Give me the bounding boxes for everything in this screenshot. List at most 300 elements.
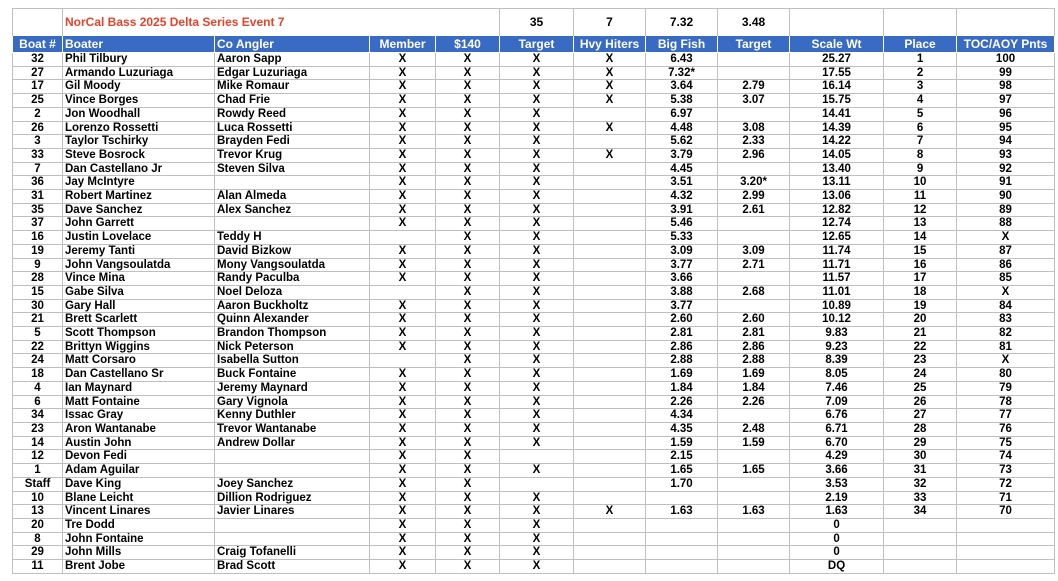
target-mark-cell: X — [500, 66, 574, 80]
col-header-target-2: Target — [718, 36, 790, 53]
scale-weight-cell: 10.12 — [790, 313, 884, 327]
table-row — [13, 80, 1055, 94]
target-weight-cell: 2.86 — [718, 340, 790, 354]
heavy-hitter-mark-cell — [574, 231, 646, 245]
heavy-hitter-mark-cell — [574, 285, 646, 299]
scale-weight-cell: 8.39 — [790, 354, 884, 368]
boat-number-cell: 23 — [13, 422, 63, 436]
points-cell: 72 — [957, 477, 1055, 491]
big-fish-weight-cell: 6.97 — [646, 107, 718, 121]
heavy-hitter-mark-cell — [574, 244, 646, 258]
points-cell: 97 — [957, 94, 1055, 108]
big-fish-weight-cell: 1.70 — [646, 477, 718, 491]
table-row — [13, 135, 1055, 149]
big-fish-weight-cell: 4.48 — [646, 121, 718, 135]
points-cell: 92 — [957, 162, 1055, 176]
member-mark-cell: X — [370, 560, 436, 574]
target-mark-cell: X — [500, 258, 574, 272]
member-mark-cell: X — [370, 203, 436, 217]
points-cell: X — [957, 354, 1055, 368]
points-cell: 91 — [957, 176, 1055, 190]
member-mark-cell: X — [370, 272, 436, 286]
place-cell: 33 — [884, 491, 957, 505]
scale-weight-cell: 6.71 — [790, 422, 884, 436]
boat-number-cell: 27 — [13, 66, 63, 80]
big-fish-weight-cell: 3.91 — [646, 203, 718, 217]
target-weight-cell: 2.26 — [718, 395, 790, 409]
points-cell: 87 — [957, 244, 1055, 258]
place-cell: 15 — [884, 244, 957, 258]
place-cell: 12 — [884, 203, 957, 217]
table-row — [13, 546, 1055, 560]
scale-weight-cell: 3.66 — [790, 464, 884, 478]
scale-weight-cell: 12.74 — [790, 217, 884, 231]
heavy-hitter-mark-cell — [574, 560, 646, 574]
col-header-boater: Boater — [63, 36, 215, 53]
member-mark-cell: X — [370, 477, 436, 491]
target-weight-cell: 2.99 — [718, 190, 790, 204]
points-cell: 99 — [957, 66, 1055, 80]
fee-mark-cell: X — [436, 162, 500, 176]
place-cell: 7 — [884, 135, 957, 149]
heavy-hitter-mark-cell — [574, 107, 646, 121]
scale-weight-cell: 15.75 — [790, 94, 884, 108]
big-fish-weight-cell: 2.26 — [646, 395, 718, 409]
scale-weight-cell: 11.57 — [790, 272, 884, 286]
fee-mark-cell: X — [436, 450, 500, 464]
scale-weight-cell: 9.83 — [790, 327, 884, 341]
scale-weight-cell: 7.46 — [790, 381, 884, 395]
points-cell: 94 — [957, 135, 1055, 149]
heavy-hitter-mark-cell — [574, 368, 646, 382]
table-row — [13, 53, 1055, 67]
co-angler-name-cell: Edgar Luzuriaga — [215, 66, 370, 80]
fee-mark-cell: X — [436, 505, 500, 519]
heavy-hitter-mark-cell: X — [574, 80, 646, 94]
scale-weight-cell: 11.01 — [790, 285, 884, 299]
target-weight-cell: 2.81 — [718, 327, 790, 341]
target-weight-cell — [718, 518, 790, 532]
title-blank-cell — [790, 9, 884, 36]
big-fish-weight-cell: 1.63 — [646, 505, 718, 519]
points-cell: X — [957, 231, 1055, 245]
target-weight-cell — [718, 450, 790, 464]
co-angler-name-cell: Chad Frie — [215, 94, 370, 108]
heavy-hitter-mark-cell — [574, 272, 646, 286]
fee-mark-cell: X — [436, 94, 500, 108]
boater-name-cell: Gary Hall — [63, 299, 215, 313]
target-weight-cell: 1.59 — [718, 436, 790, 450]
place-cell: 24 — [884, 368, 957, 382]
boat-number-cell: 15 — [13, 285, 63, 299]
co-angler-name-cell: Mony Vangsoulatda — [215, 258, 370, 272]
fee-mark-cell: X — [436, 53, 500, 67]
scale-weight-cell: 1.63 — [790, 505, 884, 519]
boater-name-cell: Gil Moody — [63, 80, 215, 94]
col-header-target: Target — [500, 36, 574, 53]
boat-number-cell: 31 — [13, 190, 63, 204]
boater-name-cell: Scott Thompson — [63, 327, 215, 341]
co-angler-name-cell: Aaron Buckholtz — [215, 299, 370, 313]
table-row — [13, 244, 1055, 258]
co-angler-name-cell — [215, 450, 370, 464]
heavy-hitter-mark-cell: X — [574, 66, 646, 80]
boater-name-cell: John Mills — [63, 546, 215, 560]
place-cell: 3 — [884, 80, 957, 94]
scale-weight-cell: 8.05 — [790, 368, 884, 382]
points-cell: 89 — [957, 203, 1055, 217]
place-cell: 10 — [884, 176, 957, 190]
place-cell: 19 — [884, 299, 957, 313]
heavy-hitter-mark-cell: X — [574, 505, 646, 519]
big-fish-weight-cell: 4.34 — [646, 409, 718, 423]
col-header-points: TOC/AOY Pnts — [957, 36, 1055, 53]
big-fish-weight-cell: 5.33 — [646, 231, 718, 245]
big-fish-weight-cell — [646, 546, 718, 560]
co-angler-name-cell: Andrew Dollar — [215, 436, 370, 450]
co-angler-name-cell: Joey Sanchez — [215, 477, 370, 491]
target-mark-cell: X — [500, 53, 574, 67]
fee-mark-cell: X — [436, 491, 500, 505]
heavy-hitter-mark-cell: X — [574, 94, 646, 108]
boat-number-cell: 4 — [13, 381, 63, 395]
table-row — [13, 121, 1055, 135]
fee-mark-cell: X — [436, 66, 500, 80]
scale-weight-cell: 2.19 — [790, 491, 884, 505]
heavy-hitter-mark-cell — [574, 450, 646, 464]
boater-name-cell: Robert Martinez — [63, 190, 215, 204]
table-row — [13, 532, 1055, 546]
fee-mark-cell: X — [436, 176, 500, 190]
summary-target-max: 3.48 — [718, 9, 790, 36]
fee-mark-cell: X — [436, 231, 500, 245]
member-mark-cell: X — [370, 135, 436, 149]
boater-name-cell: Adam Aguilar — [63, 464, 215, 478]
target-weight-cell: 3.20* — [718, 176, 790, 190]
boater-name-cell: Matt Fontaine — [63, 395, 215, 409]
scale-weight-cell: 13.11 — [790, 176, 884, 190]
heavy-hitter-mark-cell — [574, 135, 646, 149]
col-header-scale-wt: Scale Wt — [790, 36, 884, 53]
col-header-place: Place — [884, 36, 957, 53]
big-fish-weight-cell: 4.32 — [646, 190, 718, 204]
target-mark-cell: X — [500, 135, 574, 149]
co-angler-name-cell: Mike Romaur — [215, 80, 370, 94]
boater-name-cell: Gabe Silva — [63, 285, 215, 299]
place-cell: 16 — [884, 258, 957, 272]
heavy-hitter-mark-cell — [574, 491, 646, 505]
boat-number-cell: 33 — [13, 148, 63, 162]
heavy-hitter-mark-cell — [574, 546, 646, 560]
target-mark-cell: X — [500, 80, 574, 94]
points-cell — [957, 546, 1055, 560]
co-angler-name-cell: Noel Deloza — [215, 285, 370, 299]
boat-number-cell: 34 — [13, 409, 63, 423]
boater-name-cell: Aron Wantanabe — [63, 422, 215, 436]
boat-number-cell: 9 — [13, 258, 63, 272]
boater-name-cell: Lorenzo Rossetti — [63, 121, 215, 135]
co-angler-name-cell: Dillion Rodriguez — [215, 491, 370, 505]
member-mark-cell: X — [370, 53, 436, 67]
fee-mark-cell: X — [436, 477, 500, 491]
fee-mark-cell: X — [436, 409, 500, 423]
member-mark-cell: X — [370, 244, 436, 258]
target-mark-cell: X — [500, 491, 574, 505]
boater-name-cell: Taylor Tschirky — [63, 135, 215, 149]
member-mark-cell: X — [370, 368, 436, 382]
member-mark-cell: X — [370, 505, 436, 519]
target-mark-cell: X — [500, 340, 574, 354]
place-cell: 21 — [884, 327, 957, 341]
boat-number-cell: 2 — [13, 107, 63, 121]
heavy-hitter-mark-cell — [574, 436, 646, 450]
big-fish-weight-cell: 5.38 — [646, 94, 718, 108]
table-row — [13, 258, 1055, 272]
boat-number-cell: 3 — [13, 135, 63, 149]
results-table — [12, 8, 1055, 574]
fee-mark-cell: X — [436, 285, 500, 299]
summary-heavy-hitters-count: 7 — [574, 9, 646, 36]
big-fish-weight-cell: 6.43 — [646, 53, 718, 67]
table-row — [13, 368, 1055, 382]
target-weight-cell — [718, 532, 790, 546]
place-cell: 1 — [884, 53, 957, 67]
big-fish-weight-cell: 3.51 — [646, 176, 718, 190]
boater-name-cell: Dave Sanchez — [63, 203, 215, 217]
target-mark-cell: X — [500, 107, 574, 121]
target-weight-cell — [718, 53, 790, 67]
points-cell: 98 — [957, 80, 1055, 94]
boat-number-cell: 18 — [13, 368, 63, 382]
target-mark-cell — [500, 450, 574, 464]
boater-name-cell: Armando Luzuriaga — [63, 66, 215, 80]
target-mark-cell: X — [500, 176, 574, 190]
target-weight-cell — [718, 409, 790, 423]
big-fish-weight-cell: 3.66 — [646, 272, 718, 286]
target-mark-cell: X — [500, 94, 574, 108]
points-cell: 80 — [957, 368, 1055, 382]
target-weight-cell — [718, 217, 790, 231]
table-row — [13, 203, 1055, 217]
scale-weight-cell: 9.23 — [790, 340, 884, 354]
boater-name-cell: Brent Jobe — [63, 560, 215, 574]
member-mark-cell: X — [370, 313, 436, 327]
points-cell: 81 — [957, 340, 1055, 354]
boat-number-cell: 20 — [13, 518, 63, 532]
heavy-hitter-mark-cell — [574, 258, 646, 272]
target-weight-cell: 2.96 — [718, 148, 790, 162]
heavy-hitter-mark-cell — [574, 422, 646, 436]
big-fish-weight-cell: 4.45 — [646, 162, 718, 176]
co-angler-name-cell: Alex Sanchez — [215, 203, 370, 217]
co-angler-name-cell: Quinn Alexander — [215, 313, 370, 327]
big-fish-weight-cell: 2.81 — [646, 327, 718, 341]
boater-name-cell: Brittyn Wiggins — [63, 340, 215, 354]
target-mark-cell: X — [500, 354, 574, 368]
target-weight-cell — [718, 107, 790, 121]
target-mark-cell: X — [500, 532, 574, 546]
fee-mark-cell: X — [436, 368, 500, 382]
fee-mark-cell: X — [436, 327, 500, 341]
place-cell: 4 — [884, 94, 957, 108]
heavy-hitter-mark-cell: X — [574, 148, 646, 162]
table-row — [13, 299, 1055, 313]
scale-weight-cell: 0 — [790, 546, 884, 560]
place-cell: 23 — [884, 354, 957, 368]
boater-name-cell: Vincent Linares — [63, 505, 215, 519]
table-row — [13, 464, 1055, 478]
boat-number-cell: 14 — [13, 436, 63, 450]
boat-number-cell: 35 — [13, 203, 63, 217]
big-fish-weight-cell: 2.88 — [646, 354, 718, 368]
boat-number-cell: 5 — [13, 327, 63, 341]
member-mark-cell: X — [370, 436, 436, 450]
member-mark-cell: X — [370, 409, 436, 423]
big-fish-weight-cell: 3.64 — [646, 80, 718, 94]
points-cell: 71 — [957, 491, 1055, 505]
target-weight-cell — [718, 231, 790, 245]
place-cell: 18 — [884, 285, 957, 299]
boater-name-cell: Jon Woodhall — [63, 107, 215, 121]
table-row — [13, 231, 1055, 245]
boat-number-cell: 8 — [13, 532, 63, 546]
target-mark-cell: X — [500, 422, 574, 436]
place-cell: 26 — [884, 395, 957, 409]
table-row — [13, 395, 1055, 409]
target-weight-cell: 2.48 — [718, 422, 790, 436]
target-mark-cell: X — [500, 148, 574, 162]
points-cell: 82 — [957, 327, 1055, 341]
heavy-hitter-mark-cell — [574, 190, 646, 204]
target-weight-cell — [718, 162, 790, 176]
member-mark-cell — [370, 285, 436, 299]
scale-weight-cell: 14.39 — [790, 121, 884, 135]
heavy-hitter-mark-cell — [574, 203, 646, 217]
target-weight-cell: 1.63 — [718, 505, 790, 519]
boater-name-cell: Issac Gray — [63, 409, 215, 423]
target-weight-cell: 2.61 — [718, 203, 790, 217]
table-row — [13, 491, 1055, 505]
scale-weight-cell: 4.29 — [790, 450, 884, 464]
boat-number-cell: 17 — [13, 80, 63, 94]
big-fish-weight-cell: 2.15 — [646, 450, 718, 464]
place-cell: 30 — [884, 450, 957, 464]
boater-name-cell: Dan Castellano Jr — [63, 162, 215, 176]
big-fish-weight-cell: 5.62 — [646, 135, 718, 149]
results-sheet — [12, 8, 1054, 574]
fee-mark-cell: X — [436, 121, 500, 135]
place-cell — [884, 546, 957, 560]
boater-name-cell: Devon Fedi — [63, 450, 215, 464]
co-angler-name-cell — [215, 464, 370, 478]
scale-weight-cell: 0 — [790, 532, 884, 546]
scale-weight-cell: 11.74 — [790, 244, 884, 258]
member-mark-cell: X — [370, 217, 436, 231]
fee-mark-cell: X — [436, 244, 500, 258]
target-weight-cell — [718, 491, 790, 505]
co-angler-name-cell: Buck Fontaine — [215, 368, 370, 382]
boater-name-cell: Jeremy Tanti — [63, 244, 215, 258]
boater-name-cell: Justin Lovelace — [63, 231, 215, 245]
place-cell: 34 — [884, 505, 957, 519]
points-cell: 100 — [957, 53, 1055, 67]
boater-name-cell: Dave King — [63, 477, 215, 491]
place-cell: 22 — [884, 340, 957, 354]
table-row — [13, 505, 1055, 519]
co-angler-name-cell: Kenny Duthler — [215, 409, 370, 423]
co-angler-name-cell — [215, 176, 370, 190]
co-angler-name-cell: Steven Silva — [215, 162, 370, 176]
member-mark-cell: X — [370, 80, 436, 94]
member-mark-cell: X — [370, 66, 436, 80]
target-mark-cell: X — [500, 409, 574, 423]
boater-name-cell: Tre Dodd — [63, 518, 215, 532]
heavy-hitter-mark-cell — [574, 518, 646, 532]
boater-name-cell: John Garrett — [63, 217, 215, 231]
boat-number-cell: 32 — [13, 53, 63, 67]
fee-mark-cell: X — [436, 203, 500, 217]
target-mark-cell: X — [500, 518, 574, 532]
target-weight-cell: 2.68 — [718, 285, 790, 299]
table-row — [13, 381, 1055, 395]
target-weight-cell: 2.88 — [718, 354, 790, 368]
scale-weight-cell: 14.41 — [790, 107, 884, 121]
target-mark-cell: X — [500, 244, 574, 258]
big-fish-weight-cell — [646, 532, 718, 546]
co-angler-name-cell — [215, 217, 370, 231]
heavy-hitter-mark-cell — [574, 532, 646, 546]
fee-mark-cell: X — [436, 560, 500, 574]
event-title: NorCal Bass 2025 Delta Series Event 7 — [63, 9, 500, 36]
target-weight-cell — [718, 299, 790, 313]
heavy-hitter-mark-cell — [574, 176, 646, 190]
scale-weight-cell: 0 — [790, 518, 884, 532]
member-mark-cell: X — [370, 491, 436, 505]
boat-number-cell: 36 — [13, 176, 63, 190]
member-mark-cell: X — [370, 450, 436, 464]
boat-number-cell: 37 — [13, 217, 63, 231]
member-mark-cell: X — [370, 532, 436, 546]
fee-mark-cell: X — [436, 135, 500, 149]
boater-name-cell: Dan Castellano Sr — [63, 368, 215, 382]
target-mark-cell: X — [500, 272, 574, 286]
big-fish-weight-cell: 7.32* — [646, 66, 718, 80]
table-row — [13, 354, 1055, 368]
points-cell: 96 — [957, 107, 1055, 121]
boat-number-cell: 6 — [13, 395, 63, 409]
heavy-hitter-mark-cell — [574, 354, 646, 368]
points-cell: 77 — [957, 409, 1055, 423]
target-mark-cell: X — [500, 203, 574, 217]
target-mark-cell: X — [500, 162, 574, 176]
co-angler-name-cell: David Bizkow — [215, 244, 370, 258]
boater-name-cell: Phil Tilbury — [63, 53, 215, 67]
member-mark-cell: X — [370, 121, 436, 135]
co-angler-name-cell: Isabella Sutton — [215, 354, 370, 368]
co-angler-name-cell: Gary Vignola — [215, 395, 370, 409]
member-mark-cell: X — [370, 299, 436, 313]
scale-weight-cell: 6.76 — [790, 409, 884, 423]
target-weight-cell: 2.60 — [718, 313, 790, 327]
points-cell: 95 — [957, 121, 1055, 135]
target-weight-cell — [718, 546, 790, 560]
col-header-member: Member — [370, 36, 436, 53]
target-mark-cell: X — [500, 121, 574, 135]
big-fish-weight-cell: 5.46 — [646, 217, 718, 231]
place-cell: 25 — [884, 381, 957, 395]
member-mark-cell: X — [370, 546, 436, 560]
co-angler-name-cell: Alan Almeda — [215, 190, 370, 204]
